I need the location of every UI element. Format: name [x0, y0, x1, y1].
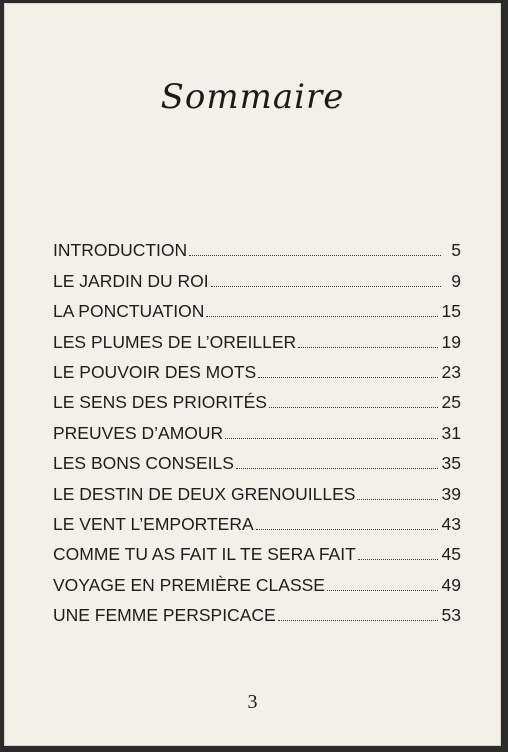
toc-entry-title: LES PLUMES DE L’OREILLER	[53, 331, 297, 352]
toc-entry-page: 9	[451, 270, 461, 291]
toc-entry	[53, 292, 461, 322]
toc-entry-title: LA PONCTUATION	[53, 301, 205, 322]
dot-leader	[357, 499, 437, 500]
toc-entry-title: LE VENT L’EMPORTERA	[53, 513, 254, 534]
dot-leader	[256, 529, 438, 530]
toc-entry	[53, 261, 461, 291]
dot-leader	[358, 559, 438, 560]
toc-entry	[53, 353, 461, 383]
toc-entry-page: 23	[441, 361, 461, 382]
toc-entry-page: 49	[441, 574, 461, 595]
toc-entry-page: 53	[441, 605, 461, 626]
toc-entry	[53, 596, 461, 626]
toc-entry-title: INTRODUCTION	[53, 240, 188, 261]
toc-entry	[53, 383, 461, 413]
dot-leader	[278, 620, 438, 621]
dot-leader	[225, 438, 437, 439]
toc-entry	[53, 474, 461, 504]
dot-leader	[236, 468, 438, 469]
toc-entry-title: LE JARDIN DU ROI	[53, 270, 209, 291]
toc-entry-page: 39	[441, 483, 461, 504]
page-title: Sommaire	[160, 77, 345, 117]
dot-leader	[211, 286, 441, 287]
toc-entry-title: LES BONS CONSEILS	[53, 453, 234, 474]
toc-entry-page: 19	[441, 331, 461, 352]
toc-entry-title: LE POUVOIR DES MOTS	[53, 361, 257, 382]
dot-leader	[269, 407, 438, 408]
toc-entry	[53, 322, 461, 352]
toc-entry	[53, 565, 461, 595]
toc-entry-page: 31	[441, 422, 461, 443]
toc-entry-title: VOYAGE EN PREMIÈRE CLASSE	[53, 574, 325, 595]
table-of-contents	[53, 231, 461, 626]
dot-leader	[189, 255, 441, 256]
toc-entry	[53, 231, 461, 261]
dot-leader	[298, 347, 437, 348]
toc-entry	[53, 444, 461, 474]
toc-entry-page: 25	[441, 392, 461, 413]
dot-leader	[327, 590, 438, 591]
dot-leader	[206, 316, 437, 317]
book-page	[4, 3, 501, 746]
page-number: 3	[247, 691, 258, 713]
toc-entry-title: PREUVES D’AMOUR	[53, 422, 224, 443]
toc-entry	[53, 413, 461, 443]
toc-entry-title: UNE FEMME PERSPICACE	[53, 605, 276, 626]
toc-entry-title: COMME TU AS FAIT IL TE SERA FAIT	[53, 544, 356, 565]
toc-entry-title: LE DESTIN DE DEUX GRENOUILLES	[53, 483, 356, 504]
toc-entry-title: LE SENS DES PRIORITÉS	[53, 392, 267, 413]
dot-leader	[258, 377, 437, 378]
toc-entry	[53, 505, 461, 535]
toc-entry-page: 35	[441, 453, 461, 474]
toc-entry	[53, 535, 461, 565]
toc-entry-page: 5	[451, 240, 461, 261]
toc-entry-page: 15	[441, 301, 461, 322]
toc-entry-page: 45	[441, 544, 461, 565]
toc-entry-page: 43	[441, 513, 461, 534]
